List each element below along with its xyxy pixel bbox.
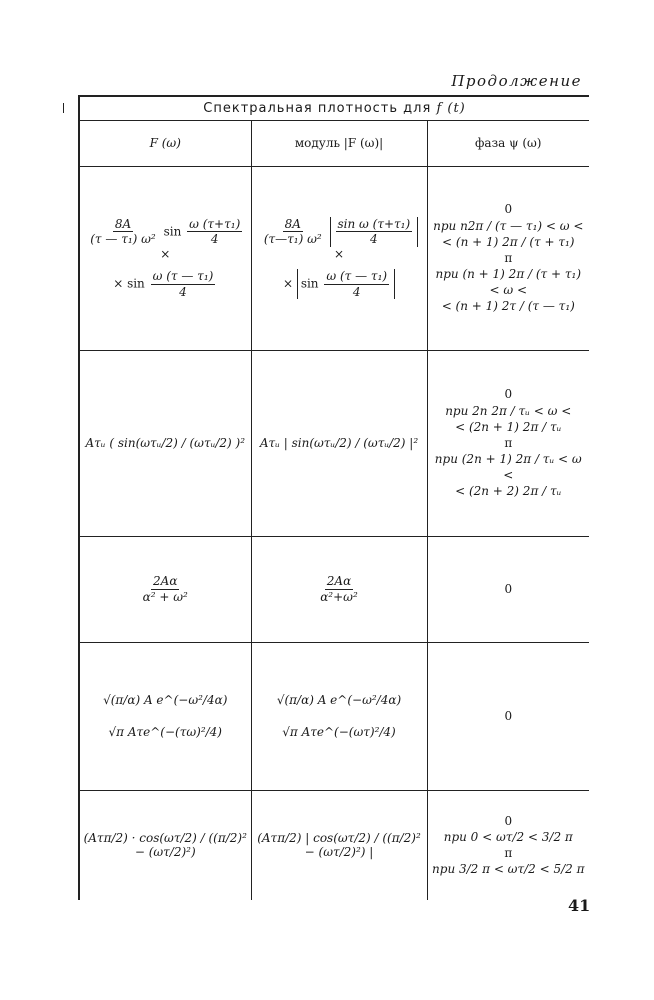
row3-modulus: $\frac{2A\alpha}{\text{α²+ω²}}$: [251, 536, 427, 642]
row2-modulus: Aτᵤ | sin(ωτᵤ/2) / (ωτᵤ/2) |²: [251, 350, 427, 536]
spectral-density-table: [78, 95, 589, 900]
row1-f: $\frac{8A}{\text{(τ — τ₁) ω²}}$ sin $\frac{\text{ω (τ+τ₁)}}{4}$ × × sin $\frac{\text{ω (τ — τ₁)}}{4}$: [79, 166, 251, 350]
row4-phase: 0: [427, 642, 589, 790]
row3-f: $\frac{2A\alpha}{\text{α² + ω²}}$: [79, 536, 251, 642]
table-row: [79, 642, 589, 790]
row5-modulus: (Aτπ/2) | cos(ωτ/2) / ((π/2)² − (ωτ/2)²) |: [251, 790, 427, 900]
table-row: [79, 350, 589, 536]
table-row: [79, 166, 589, 350]
row1-phase: 0 при n2π / (τ — τ₁) < ω < < (n + 1) 2π / (τ + τ₁) π при (n + 1) 2π / (τ + τ₁) < ω < < (n + 1) 2τ / (τ — τ₁): [427, 166, 589, 350]
continuation-label: Продолжение: [451, 72, 582, 90]
col-header-modulus: модуль |F (ω)|: [251, 120, 427, 166]
col-header-phase: фаза ψ (ω): [427, 120, 589, 166]
row2-f: Aτᵤ ( sin(ωτᵤ/2) / (ωτᵤ/2) )²: [79, 350, 251, 536]
table-row: [79, 790, 589, 900]
row5-f: (Aτπ/2) · cos(ωτ/2) / ((π/2)² − (ωτ/2)²): [79, 790, 251, 900]
table-title: Спектральная плотность для f (t): [79, 96, 589, 120]
row4-f: √(π/α) A e^(−ω²/4α) √π Aτe^(−(τω)²/4): [79, 642, 251, 790]
row3-phase: 0: [427, 536, 589, 642]
row4-modulus: √(π/α) A e^(−ω²/4α) √π Aτe^(−(ωτ)²/4): [251, 642, 427, 790]
row5-phase: 0 при 0 < ωτ/2 < 3/2 π π при 3/2 π < ωτ/2 < 5/2 π: [427, 790, 589, 900]
row1-modulus: $\frac{8A}{\text{(τ—τ₁) ω²}}$ $\frac{\text{sin ω (τ+τ₁)}}{4}$ × × sin $\frac{\text{ω (τ — τ₁)}}{4}$: [251, 166, 427, 350]
page-number: 41: [568, 896, 591, 915]
table-row: [79, 536, 589, 642]
margin-tick: [63, 103, 64, 113]
col-header-f: F (ω): [79, 120, 251, 166]
row2-phase: 0 при 2n 2π / τᵤ < ω < < (2n + 1) 2π / τᵤ π при (2n + 1) 2π / τᵤ < ω < < (2n + 2) 2π / τᵤ: [427, 350, 589, 536]
